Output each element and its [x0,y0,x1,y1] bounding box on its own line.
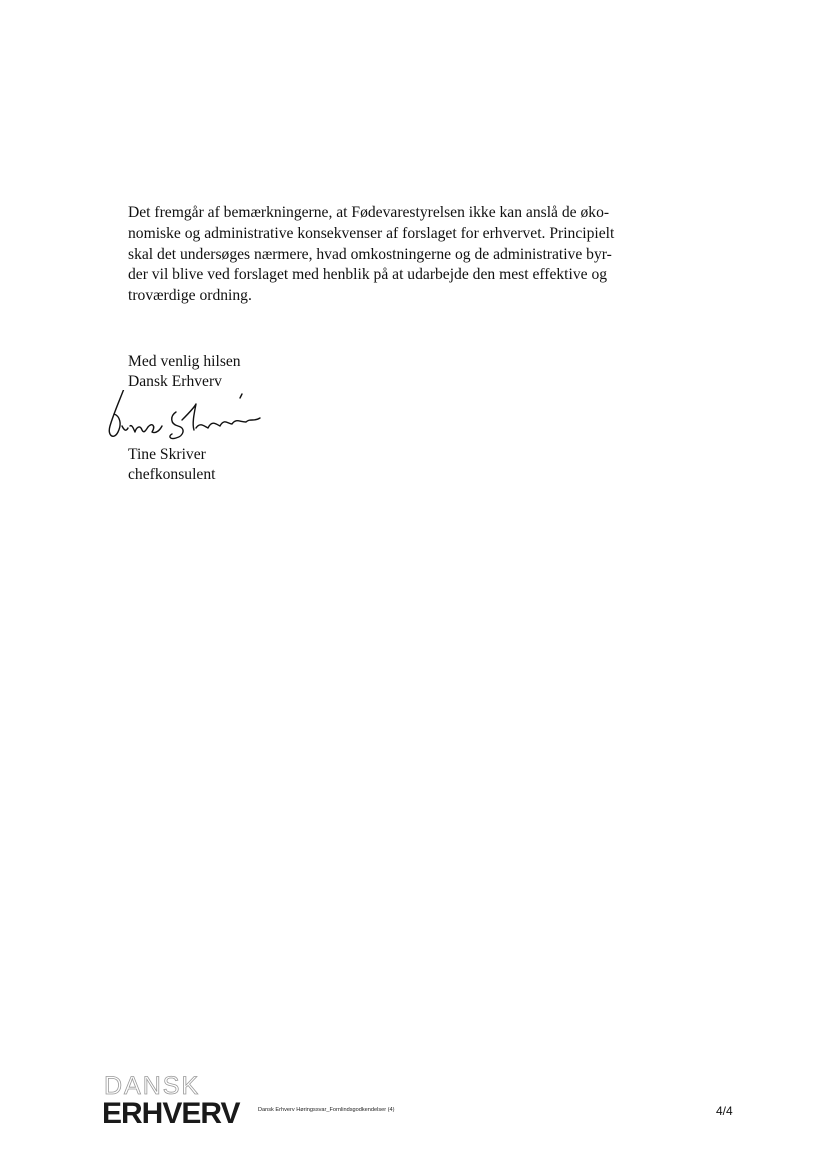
signer-block [128,445,215,484]
logo-text-dansk: DANSK [104,1072,201,1100]
paragraph-line: der vil blive ved forslaget med henblik på at udarbejde den mest effektive og [128,266,608,284]
organization-name: Dansk Erhverv [128,372,222,390]
signer-title: chefkonsulent [128,465,216,483]
paragraph-line: nomiske og administrative konsekvenser af forslaget for erhvervet. Principielt [128,224,615,242]
closing-greeting: Med venlig hilsen [128,353,241,370]
paragraph-line: skal det undersøges nærmere, hvad omkostningerne og de administrative byr- [128,245,612,263]
paragraph-line: Det fremgår af bemærkningerne, at Fødevarestyrelsen ikke kan anslå de øko- [128,204,610,221]
signer-name: Tine Skriver [128,446,206,463]
closing-block [128,352,241,391]
page-number: 4/4 [716,1104,733,1118]
body-paragraph [128,203,648,307]
footer-file-name: Dansk Erhverv Høringssvar_Fornlindsgodkendelser (4) [258,1107,395,1113]
dansk-erhverv-logo [102,1070,262,1128]
handwritten-signature [100,390,270,448]
logo-text-erhverv: ERHVERV [102,1097,240,1128]
paragraph-line: troværdige ordning. [128,287,252,305]
